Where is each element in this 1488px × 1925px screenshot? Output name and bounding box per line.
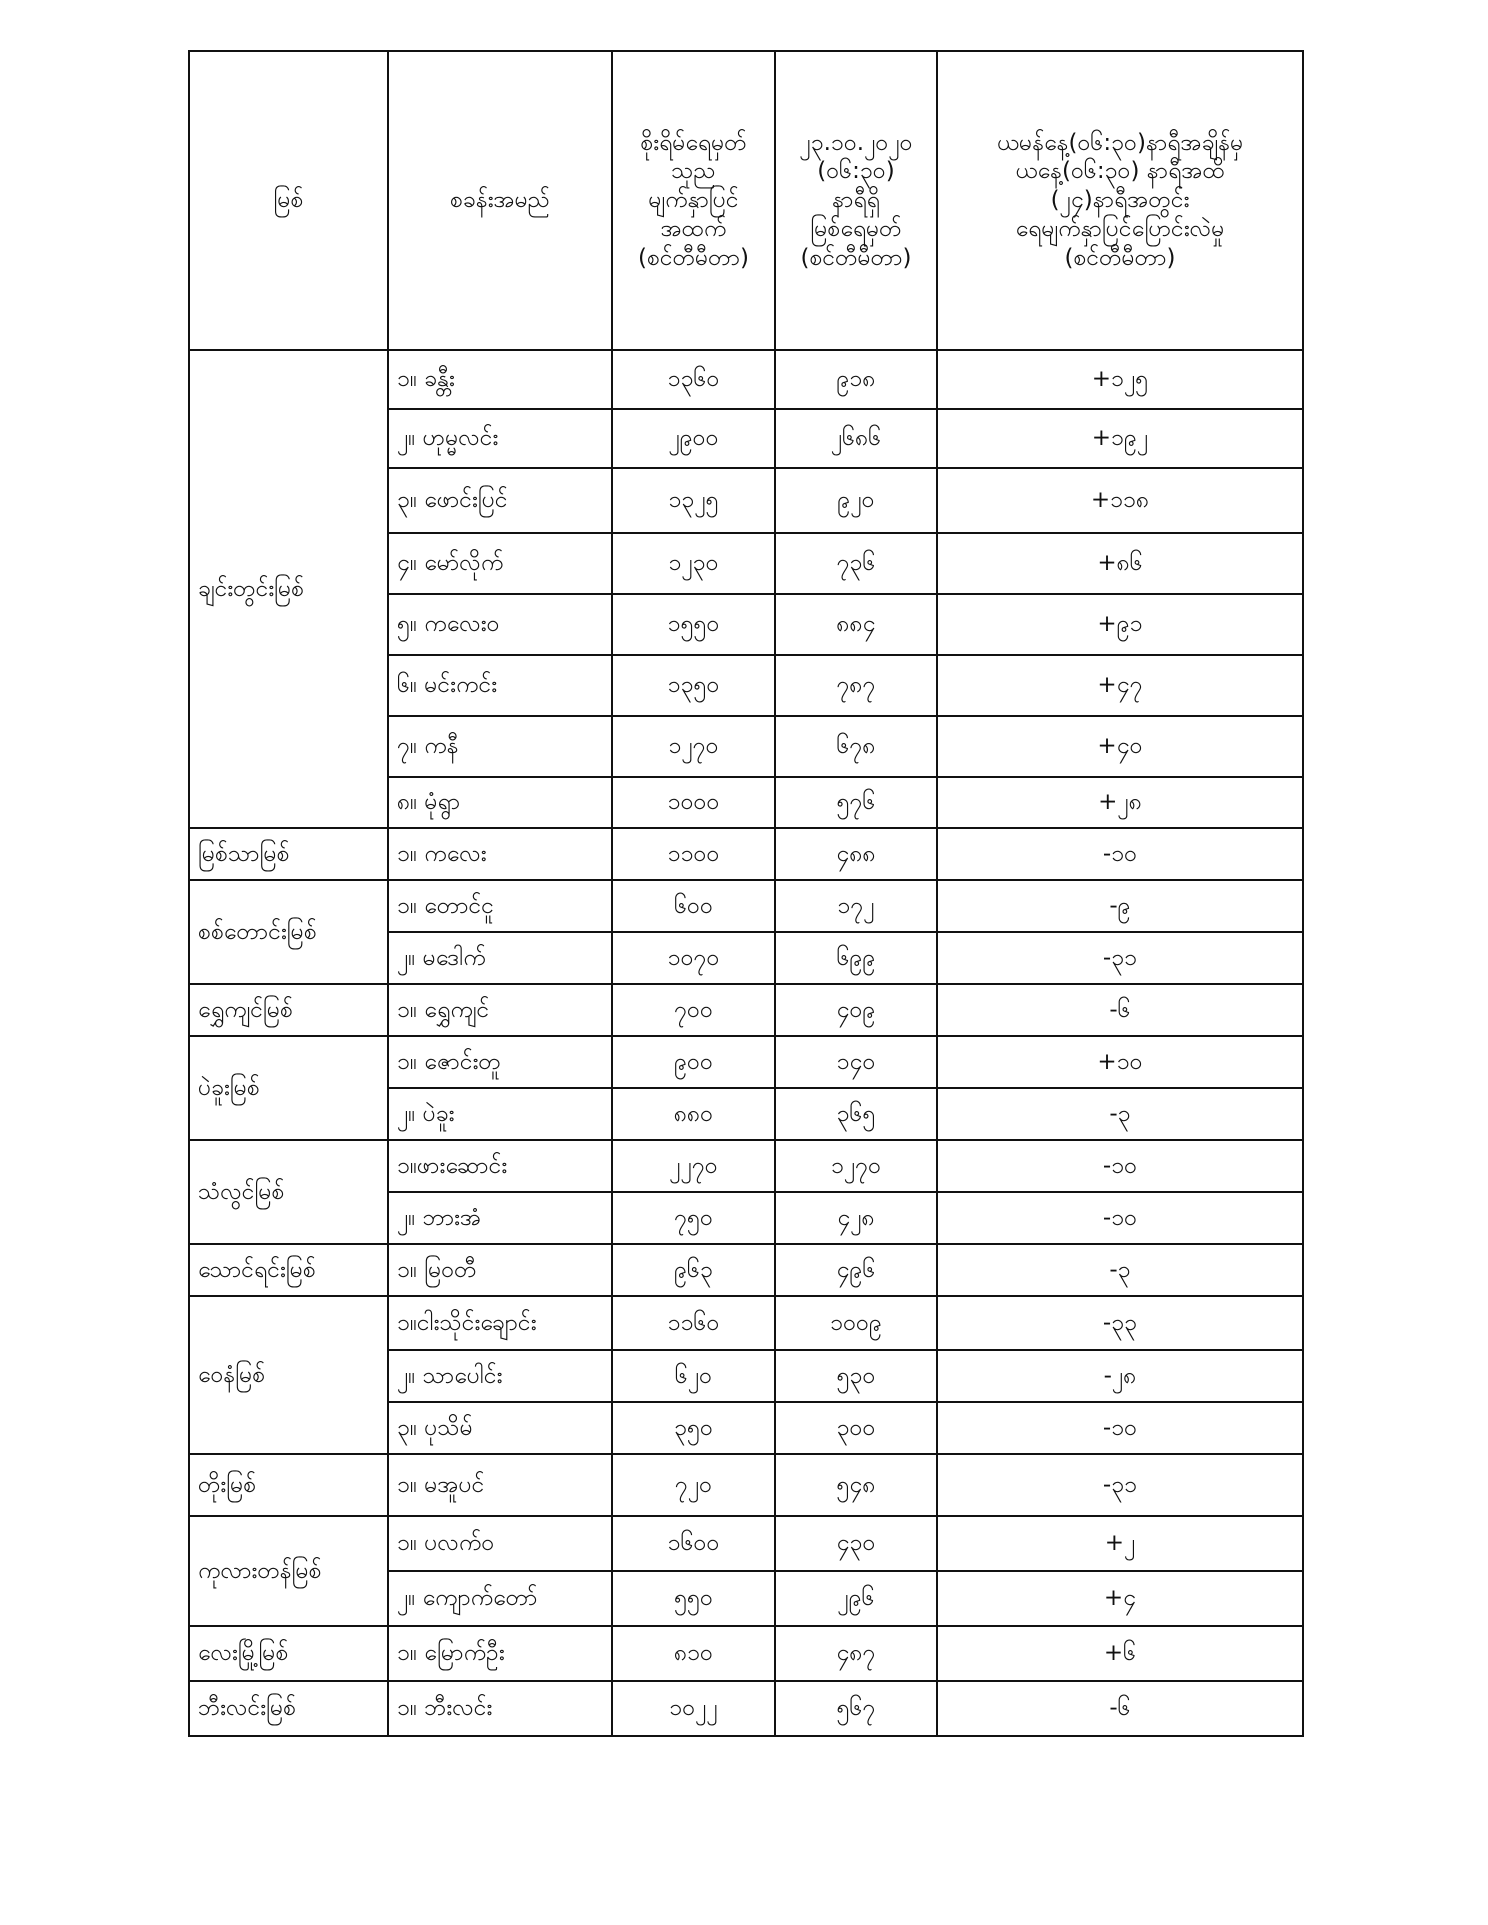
water-level-cell: ၆၉၉ — [775, 932, 937, 984]
header-river: မြစ် — [189, 51, 388, 350]
river-name-cell: ပဲခူးမြစ် — [189, 1036, 388, 1140]
change-cell: +၉၁ — [937, 594, 1303, 655]
water-level-cell: ၄၈၇ — [775, 1626, 937, 1681]
change-cell: +၁၁၈ — [937, 468, 1303, 533]
change-cell: -၁၀ — [937, 1192, 1303, 1244]
station-name-cell: ၁။ ပလက်ဝ — [388, 1516, 612, 1571]
header-change-line: ရေမျက်နှာပြင်ပြောင်းလဲမှု — [1015, 215, 1225, 242]
station-name-cell: ၅။ ကလေးဝ — [388, 594, 612, 655]
change-cell: -၆ — [937, 1681, 1303, 1736]
header-level-line: နာရီရှိ — [832, 187, 880, 214]
danger-level-cell: ၁၀၇၀ — [612, 932, 775, 984]
danger-level-cell: ၁၅၅၀ — [612, 594, 775, 655]
header-station: စခန်းအမည် — [388, 51, 612, 350]
water-level-cell: ၅၄၈ — [775, 1454, 937, 1516]
header-danger-line: သုည — [671, 158, 716, 185]
station-name-cell: ၁။ ရွှေကျင် — [388, 984, 612, 1036]
danger-level-cell: ၈၈၀ — [612, 1088, 775, 1140]
river-name-cell: စစ်တောင်းမြစ် — [189, 880, 388, 984]
table-row — [189, 1140, 1303, 1192]
water-level-cell: ၉၂၀ — [775, 468, 937, 533]
table-row — [189, 984, 1303, 1036]
station-name-cell: ၂။ ဘားအံ — [388, 1192, 612, 1244]
header-water-level — [775, 51, 937, 350]
station-name-cell: ၃။ ပုသိမ် — [388, 1402, 612, 1454]
header-change-line: (စင်တီမီတာ) — [1064, 244, 1176, 271]
change-cell: -၃၃ — [937, 1296, 1303, 1350]
table-row — [189, 1626, 1303, 1681]
danger-level-cell: ၆၂၀ — [612, 1350, 775, 1402]
table-row — [189, 880, 1303, 932]
water-level-cell: ၂၆၈၆ — [775, 409, 937, 468]
river-name-cell: သံလွင်မြစ် — [189, 1140, 388, 1244]
water-level-cell: ၄၂၈ — [775, 1192, 937, 1244]
station-name-cell: ၁။ မြောက်ဦး — [388, 1626, 612, 1681]
water-level-cell: ၅၆၇ — [775, 1681, 937, 1736]
header-danger-level — [612, 51, 775, 350]
danger-level-cell: ၁၂၃၀ — [612, 533, 775, 594]
river-name-cell: ချင်းတွင်းမြစ် — [189, 350, 388, 828]
table-row — [189, 1036, 1303, 1088]
change-cell: -၃၁ — [937, 932, 1303, 984]
water-level-cell: ၃၆၅ — [775, 1088, 937, 1140]
table-row — [189, 1516, 1303, 1571]
station-name-cell: ၂။ ဟုမ္မလင်း — [388, 409, 612, 468]
header-danger-line: အထက် — [660, 215, 727, 242]
water-level-cell: ၃၀၀ — [775, 1402, 937, 1454]
station-name-cell: ၁။ဖားဆောင်း — [388, 1140, 612, 1192]
water-level-cell: ၇၈၇ — [775, 655, 937, 716]
danger-level-cell: ၁၆၀၀ — [612, 1516, 775, 1571]
station-name-cell: ၄။ မော်လိုက် — [388, 533, 612, 594]
station-name-cell: ၁။ တောင်ငူ — [388, 880, 612, 932]
change-cell: +၄ — [937, 1571, 1303, 1626]
change-cell: +၁၂၅ — [937, 350, 1303, 409]
change-cell: +၂ — [937, 1516, 1303, 1571]
change-cell: -၁၀ — [937, 1402, 1303, 1454]
header-24h-change — [937, 51, 1303, 350]
change-cell: +၁၉၂ — [937, 409, 1303, 468]
water-level-cell: ၇၃၆ — [775, 533, 937, 594]
station-name-cell: ၂။ မဒေါက် — [388, 932, 612, 984]
water-level-cell: ၅၃၀ — [775, 1350, 937, 1402]
water-level-cell: ၅၇၆ — [775, 777, 937, 828]
water-level-cell: ၄၃၀ — [775, 1516, 937, 1571]
change-cell: +၂၈ — [937, 777, 1303, 828]
table-row — [189, 1454, 1303, 1516]
change-cell: +၄၀ — [937, 716, 1303, 777]
station-name-cell: ၂။ သာပေါင်း — [388, 1350, 612, 1402]
danger-level-cell: ၂၉၀၀ — [612, 409, 775, 468]
table-row — [189, 828, 1303, 880]
water-level-cell: ၄၈၈ — [775, 828, 937, 880]
river-name-cell: ကုလားတန်မြစ် — [189, 1516, 388, 1626]
water-level-cell: ၂၉၆ — [775, 1571, 937, 1626]
change-cell: -၆ — [937, 984, 1303, 1036]
change-cell: -၁၀ — [937, 828, 1303, 880]
danger-level-cell: ၇၅၀ — [612, 1192, 775, 1244]
station-name-cell: ၁။ငါးသိုင်းချောင်း — [388, 1296, 612, 1350]
river-name-cell: သောင်ရင်းမြစ် — [189, 1244, 388, 1296]
danger-level-cell: ၅၅၀ — [612, 1571, 775, 1626]
river-name-cell: တိုးမြစ် — [189, 1454, 388, 1516]
header-level-line: (၀၆:၃၀) — [817, 158, 895, 185]
danger-level-cell: ၁၀၀၀ — [612, 777, 775, 828]
danger-level-cell: ၂၂၇၀ — [612, 1140, 775, 1192]
change-cell: -၉ — [937, 880, 1303, 932]
danger-level-cell: ၁၀၂၂ — [612, 1681, 775, 1736]
water-level-cell: ၈၈၄ — [775, 594, 937, 655]
station-name-cell: ၁။ ဇောင်းတူ — [388, 1036, 612, 1088]
water-level-cell: ၄၉၆ — [775, 1244, 937, 1296]
header-danger-line: မျက်နှာပြင် — [648, 187, 739, 214]
danger-level-cell: ၁၃၆၀ — [612, 350, 775, 409]
table-row — [189, 350, 1303, 409]
change-cell: -၂၈ — [937, 1350, 1303, 1402]
change-cell: +၁၀ — [937, 1036, 1303, 1088]
water-level-cell: ၉၁၈ — [775, 350, 937, 409]
danger-level-cell: ၁၃၂၅ — [612, 468, 775, 533]
station-name-cell: ၆။ မင်းကင်း — [388, 655, 612, 716]
danger-level-cell: ၁၃၅၀ — [612, 655, 775, 716]
station-name-cell: ၂။ ကျောက်တော် — [388, 1571, 612, 1626]
water-level-cell: ၆၇၈ — [775, 716, 937, 777]
river-name-cell: မြစ်သာမြစ် — [189, 828, 388, 880]
station-name-cell: ၃။ ဖောင်းပြင် — [388, 468, 612, 533]
change-cell: -၃၁ — [937, 1454, 1303, 1516]
river-name-cell: ဘီးလင်းမြစ် — [189, 1681, 388, 1736]
water-level-cell: ၄၀၉ — [775, 984, 937, 1036]
change-cell: +၄၇ — [937, 655, 1303, 716]
water-level-cell: ၁၀၀၉ — [775, 1296, 937, 1350]
station-name-cell: ၁။ မြဝတီ — [388, 1244, 612, 1296]
danger-level-cell: ၉၀၀ — [612, 1036, 775, 1088]
danger-level-cell: ၁၁၆၀ — [612, 1296, 775, 1350]
header-danger-line: (စင်တီမီတာ) — [637, 244, 750, 271]
table-row — [189, 1244, 1303, 1296]
change-cell: -၃ — [937, 1088, 1303, 1140]
table-row — [189, 1296, 1303, 1350]
header-change-line: ယနေ့(၀၆:၃၀) နာရီအထိ — [1015, 158, 1225, 185]
water-level-cell: ၁၂၇၀ — [775, 1140, 937, 1192]
station-name-cell: ၇။ ကနီ — [388, 716, 612, 777]
change-cell: -၁၀ — [937, 1140, 1303, 1192]
table-body — [189, 350, 1303, 1736]
danger-level-cell: ၉၆၃ — [612, 1244, 775, 1296]
river-name-cell: ဝေနံမြစ် — [189, 1296, 388, 1454]
station-name-cell: ၁။ ဘီးလင်း — [388, 1681, 612, 1736]
header-level-line: မြစ်ရေမှတ် — [810, 215, 902, 242]
header-row — [189, 51, 1303, 350]
danger-level-cell: ၆၀၀ — [612, 880, 775, 932]
header-danger-line: စိုးရိမ်ရေမှတ် — [640, 129, 747, 156]
danger-level-cell: ၈၁၀ — [612, 1626, 775, 1681]
header-level-line: (စင်တီမီတာ) — [800, 244, 912, 271]
table-row — [189, 1681, 1303, 1736]
change-cell: +၈၆ — [937, 533, 1303, 594]
station-name-cell: ၁။ မအူပင် — [388, 1454, 612, 1516]
header-change-line: ယမန်နေ့(၀၆:၃၀)နာရီအချိန်မှ — [996, 129, 1244, 156]
river-level-table — [188, 50, 1304, 1737]
change-cell: -၃ — [937, 1244, 1303, 1296]
change-cell: +၆ — [937, 1626, 1303, 1681]
danger-level-cell: ၇၀၀ — [612, 984, 775, 1036]
header-level-line: ၂၃.၁၀.၂၀၂၀ — [799, 129, 913, 156]
station-name-cell: ၂။ ပဲခူး — [388, 1088, 612, 1140]
water-level-cell: ၁၄၀ — [775, 1036, 937, 1088]
danger-level-cell: ၁၂၇၀ — [612, 716, 775, 777]
danger-level-cell: ၁၁၀၀ — [612, 828, 775, 880]
danger-level-cell: ၇၂၀ — [612, 1454, 775, 1516]
danger-level-cell: ၃၅၀ — [612, 1402, 775, 1454]
river-name-cell: လေးမြို့မြစ် — [189, 1626, 388, 1681]
water-level-cell: ၁၇၂ — [775, 880, 937, 932]
header-change-line: (၂၄)နာရီအတွင်း — [1050, 187, 1190, 214]
station-name-cell: ၈။ မုံရွာ — [388, 777, 612, 828]
river-name-cell: ရွှေကျင်မြစ် — [189, 984, 388, 1036]
station-name-cell: ၁။ ခန္တီး — [388, 350, 612, 409]
station-name-cell: ၁။ ကလေး — [388, 828, 612, 880]
